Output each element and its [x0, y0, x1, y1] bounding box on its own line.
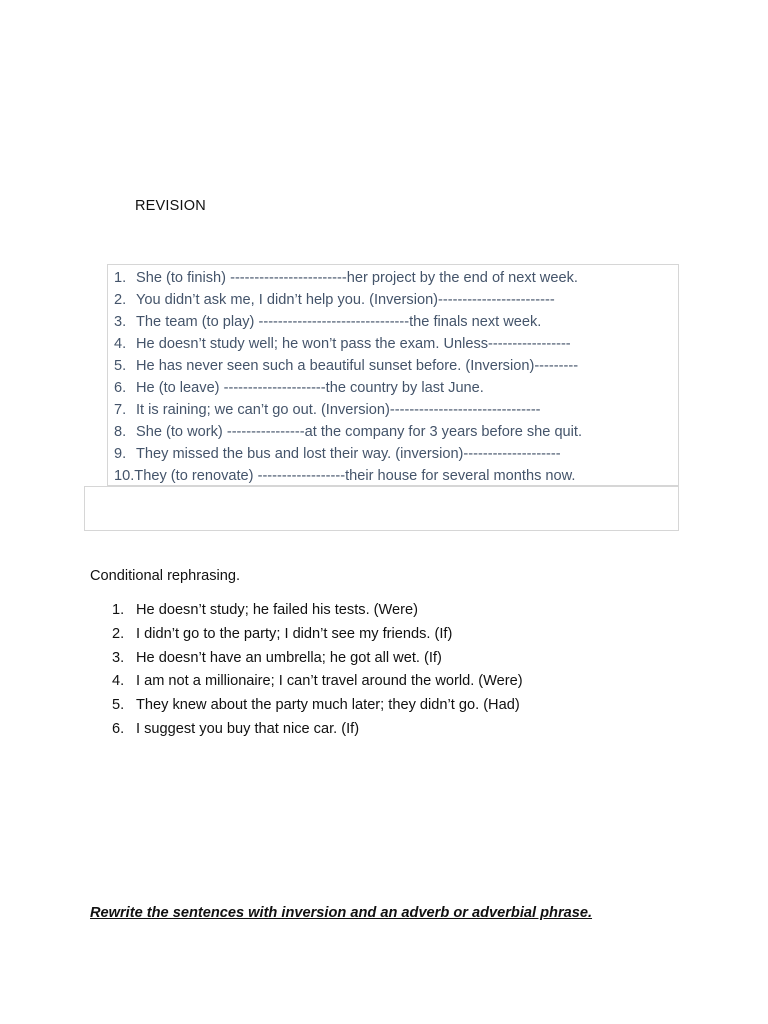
item-text: He has never seen such a beautiful sunset before. (Inversion)--------- — [136, 358, 579, 374]
item-number: 10. — [114, 468, 135, 484]
item-text: They (to renovate) ------------------their house for several months now. — [134, 468, 576, 484]
item-text: I am not a millionaire; I can’t travel around the world. (Were) — [136, 673, 523, 690]
list-item — [108, 355, 678, 377]
item-text: They knew about the party much later; they didn’t go. (Had) — [136, 697, 520, 714]
item-text: She (to work) ----------------at the company for 3 years before she quit. — [136, 424, 583, 440]
list-item — [108, 694, 523, 718]
item-text: She (to finish) ------------------------her project by the end of next week. — [136, 270, 578, 286]
item-number: 1. — [114, 270, 127, 286]
list-item — [108, 670, 523, 694]
item-number: 4. — [114, 336, 127, 352]
item-number: 2. — [114, 292, 127, 308]
conditional-list — [108, 599, 523, 742]
item-text: He doesn’t study well; he won’t pass the exam. Unless----------------- — [136, 336, 571, 352]
list-item — [108, 399, 678, 421]
item-number: 5. — [114, 358, 127, 374]
item-number: 1. — [112, 602, 125, 618]
item-number: 3. — [112, 649, 125, 666]
item-text: The team (to play) -------------------------------the finals next week. — [136, 314, 542, 330]
list-item — [108, 443, 678, 465]
item-text: You didn’t ask me, I didn’t help you. (Inversion)------------------------ — [136, 292, 555, 308]
item-text: He doesn’t have an umbrella; he got all wet. (If) — [136, 649, 442, 666]
item-text: I didn’t go to the party; I didn’t see my friends. (If) — [136, 625, 453, 642]
list-item — [108, 267, 678, 289]
item-number: 6. — [114, 380, 127, 396]
item-number: 9. — [114, 446, 127, 462]
item-text: He doesn’t study; he failed his tests. (Were) — [136, 602, 419, 618]
item-number: 3. — [114, 314, 127, 330]
list-item — [108, 599, 523, 623]
item-number: 6. — [112, 720, 125, 737]
item-number: 4. — [112, 673, 125, 690]
list-item — [108, 623, 523, 647]
item-number: 8. — [114, 424, 127, 440]
item-number: 5. — [112, 697, 125, 714]
revision-exercise-box — [107, 264, 679, 486]
section-heading: Conditional rephrasing. — [90, 568, 241, 584]
revision-list — [108, 265, 678, 487]
task-instruction: Rewrite the sentences with inversion and an adverb or adverbial phrase. — [90, 905, 593, 921]
list-item — [108, 333, 678, 355]
list-item — [108, 289, 678, 311]
item-text: I suggest you buy that nice car. (If) — [136, 720, 360, 737]
list-item — [108, 377, 678, 399]
list-item — [108, 311, 678, 333]
item-text: He (to leave) ---------------------the country by last June. — [136, 380, 484, 396]
item-text: It is raining; we can’t go out. (Inversion)------------------------------- — [136, 402, 541, 418]
list-item — [108, 421, 678, 443]
list-item — [108, 718, 523, 742]
item-number: 7. — [114, 402, 127, 418]
answer-box — [84, 486, 679, 531]
list-item — [108, 465, 678, 487]
item-text: They missed the bus and lost their way. (inversion)-------------------- — [136, 446, 561, 462]
list-item — [108, 647, 523, 671]
item-number: 2. — [112, 625, 125, 642]
page-title: REVISION — [135, 198, 206, 214]
